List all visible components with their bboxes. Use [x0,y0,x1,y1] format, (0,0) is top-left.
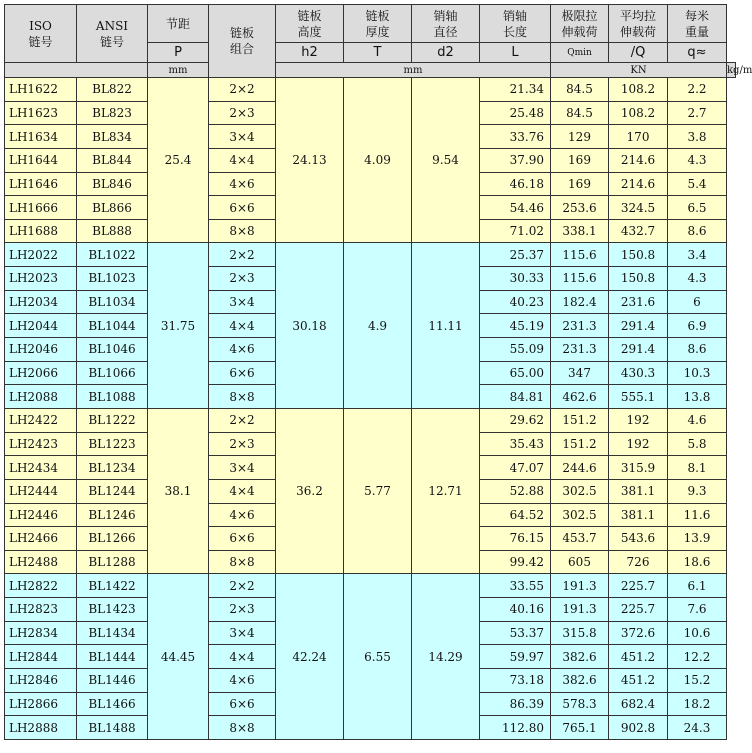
ansi-code-cell: BL888 [77,219,148,243]
iso-code-cell: LH2488 [5,550,77,574]
plate-thickness-cell: 4.09 [344,78,412,243]
ansi-code-cell: BL834 [77,125,148,149]
plate-height-cell: 36.2 [276,408,344,573]
plate-combo-cell: 2×3 [209,101,276,125]
weight-cell: 10.6 [668,621,727,645]
average-load-cell: 291.4 [609,314,668,338]
average-load-cell: 150.8 [609,243,668,267]
ultimate-load-cell: 151.2 [551,432,609,456]
plate-height-cell: 30.18 [276,243,344,408]
iso-code-cell: LH1623 [5,101,77,125]
pin-length-cell: 47.07 [480,456,551,480]
iso-code-cell: LH2822 [5,574,77,598]
ultimate-load-cell: 231.3 [551,314,609,338]
weight-cell: 5.4 [668,172,727,196]
ultimate-load-cell: 191.3 [551,574,609,598]
ultimate-load-cell: 302.5 [551,503,609,527]
iso-code-cell: LH2444 [5,479,77,503]
ultimate-load-cell: 115.6 [551,267,609,291]
header-average-load-label: 平均拉 伸载荷 [609,5,668,43]
ultimate-load-cell: 84.5 [551,101,609,125]
plate-combo-cell: 4×6 [209,669,276,693]
plate-combo-cell: 6×6 [209,527,276,551]
pin-length-cell: 112.80 [480,716,551,740]
ansi-code-cell: BL1234 [77,456,148,480]
iso-code-cell: LH1688 [5,219,77,243]
pin-length-cell: 45.19 [480,314,551,338]
iso-code-cell: LH1644 [5,148,77,172]
header-pin-diameter-symbol: d2 [412,43,480,63]
ansi-code-cell: BL1022 [77,243,148,267]
weight-cell: 11.6 [668,503,727,527]
ultimate-load-cell: 382.6 [551,669,609,693]
ansi-code-cell: BL822 [77,78,148,102]
iso-code-cell: LH2022 [5,243,77,267]
average-load-cell: 315.9 [609,456,668,480]
plate-combo-cell: 2×3 [209,432,276,456]
weight-cell: 13.9 [668,527,727,551]
header-pin-length-symbol: L [480,43,551,63]
weight-cell: 4.3 [668,267,727,291]
header-thickness-label: 链板 厚度 [344,5,412,43]
ultimate-load-cell: 605 [551,550,609,574]
plate-combo-cell: 6×6 [209,361,276,385]
plate-combo-cell: 4×4 [209,645,276,669]
weight-cell: 7.6 [668,598,727,622]
ansi-code-cell: BL866 [77,196,148,220]
weight-cell: 8.6 [668,338,727,362]
ansi-code-cell: BL823 [77,101,148,125]
chain-group [5,408,736,573]
iso-code-cell: LH2088 [5,385,77,409]
plate-combo-cell: 3×4 [209,621,276,645]
iso-code-cell: LH2846 [5,669,77,693]
ansi-code-cell: BL1088 [77,385,148,409]
average-load-cell: 451.2 [609,669,668,693]
ansi-code-cell: BL1422 [77,574,148,598]
plate-combo-cell: 4×4 [209,479,276,503]
iso-code-cell: LH2844 [5,645,77,669]
plate-combo-cell: 4×6 [209,172,276,196]
ansi-code-cell: BL1488 [77,716,148,740]
plate-combo-cell: 4×6 [209,503,276,527]
plate-combo-cell: 8×8 [209,550,276,574]
ansi-code-cell: BL1222 [77,408,148,432]
pin-length-cell: 29.62 [480,408,551,432]
pin-length-cell: 84.81 [480,385,551,409]
ansi-code-cell: BL1023 [77,267,148,291]
ansi-code-cell: BL1046 [77,338,148,362]
header-average-load-symbol: /Q [609,43,668,63]
header-iso: ISO 链号 [5,5,77,63]
pitch-cell: 25.4 [148,78,209,243]
average-load-cell: 170 [609,125,668,149]
pin-diameter-cell: 9.54 [412,78,480,243]
chain-spec-table [4,4,752,740]
average-load-cell: 555.1 [609,385,668,409]
header-ultimate-load-label: 极限拉 伸载荷 [551,5,609,43]
weight-cell: 24.3 [668,716,727,740]
pin-length-cell: 46.18 [480,172,551,196]
plate-height-cell: 42.24 [276,574,344,739]
pin-diameter-cell: 12.71 [412,408,480,573]
weight-cell: 18.6 [668,550,727,574]
weight-cell: 13.8 [668,385,727,409]
header-thickness-symbol: T [344,43,412,63]
average-load-cell: 108.2 [609,101,668,125]
iso-code-cell: LH2446 [5,503,77,527]
plate-combo-cell: 8×8 [209,385,276,409]
weight-cell: 10.3 [668,361,727,385]
table-row [5,408,736,432]
plate-combo-cell: 2×2 [209,408,276,432]
weight-cell: 6.5 [668,196,727,220]
ansi-code-cell: BL1034 [77,290,148,314]
ansi-code-cell: BL844 [77,148,148,172]
average-load-cell: 150.8 [609,267,668,291]
pin-length-cell: 21.34 [480,78,551,102]
average-load-cell: 324.5 [609,196,668,220]
ansi-code-cell: BL1444 [77,645,148,669]
header-pin-length-label: 销轴 长度 [480,5,551,43]
plate-combo-cell: 2×2 [209,574,276,598]
header-weight-label: 每米 重量 [668,5,727,43]
pin-length-cell: 99.42 [480,550,551,574]
ultimate-load-cell: 84.5 [551,78,609,102]
average-load-cell: 430.3 [609,361,668,385]
ultimate-load-cell: 169 [551,148,609,172]
iso-code-cell: LH1634 [5,125,77,149]
pin-diameter-cell: 11.11 [412,243,480,408]
header-unit-kgm: kg/m [727,64,752,76]
ansi-code-cell: BL1466 [77,692,148,716]
pitch-cell: 44.45 [148,574,209,739]
pitch-cell: 31.75 [148,243,209,408]
pin-length-cell: 33.55 [480,574,551,598]
iso-code-cell: LH2034 [5,290,77,314]
header-unit-kn: KN [551,63,727,78]
plate-combo-cell: 2×3 [209,598,276,622]
weight-cell: 15.2 [668,669,727,693]
ultimate-load-cell: 347 [551,361,609,385]
iso-code-cell: LH1646 [5,172,77,196]
pin-length-cell: 53.37 [480,621,551,645]
ansi-code-cell: BL1266 [77,527,148,551]
ultimate-load-cell: 462.6 [551,385,609,409]
pin-length-cell: 33.76 [480,125,551,149]
plate-combo-cell: 2×2 [209,78,276,102]
header-unit-mm: mm [276,63,551,78]
weight-cell: 8.1 [668,456,727,480]
average-load-cell: 214.6 [609,148,668,172]
iso-code-cell: LH2434 [5,456,77,480]
plate-thickness-cell: 6.55 [344,574,412,739]
ultimate-load-cell: 151.2 [551,408,609,432]
weight-cell: 18.2 [668,692,727,716]
pin-length-cell: 65.00 [480,361,551,385]
pin-length-cell: 59.97 [480,645,551,669]
chain-group [5,574,736,739]
ultimate-load-cell: 253.6 [551,196,609,220]
ultimate-load-cell: 453.7 [551,527,609,551]
average-load-cell: 192 [609,408,668,432]
plate-combo-cell: 4×4 [209,314,276,338]
ansi-code-cell: BL1423 [77,598,148,622]
iso-code-cell: LH2423 [5,432,77,456]
header-pitch-label: 节距 [148,5,209,43]
ultimate-load-cell: 315.8 [551,621,609,645]
ansi-code-cell: BL1044 [77,314,148,338]
plate-combo-cell: 2×2 [209,243,276,267]
weight-cell: 9.3 [668,479,727,503]
ultimate-load-cell: 765.1 [551,716,609,740]
average-load-cell: 381.1 [609,479,668,503]
weight-cell: 4.6 [668,408,727,432]
average-load-cell: 682.4 [609,692,668,716]
header-height-symbol: h2 [276,43,344,63]
average-load-cell: 225.7 [609,598,668,622]
table-row [5,574,736,598]
ansi-code-cell: BL1446 [77,669,148,693]
ansi-code-cell: BL1434 [77,621,148,645]
ultimate-load-cell: 231.3 [551,338,609,362]
header-ansi: ANSI 链号 [77,5,148,63]
plate-combo-cell: 2×3 [209,267,276,291]
header-unit-pitch: mm [148,63,209,78]
pin-length-cell: 64.52 [480,503,551,527]
pin-length-cell: 71.02 [480,219,551,243]
plate-combo-cell: 3×4 [209,290,276,314]
iso-code-cell: LH2046 [5,338,77,362]
plate-height-cell: 24.13 [276,78,344,243]
pin-length-cell: 54.46 [480,196,551,220]
pin-length-cell: 37.90 [480,148,551,172]
average-load-cell: 291.4 [609,338,668,362]
iso-code-cell: LH1666 [5,196,77,220]
weight-cell: 2.2 [668,78,727,102]
iso-code-cell: LH2023 [5,267,77,291]
ansi-code-cell: BL846 [77,172,148,196]
pin-length-cell: 25.37 [480,243,551,267]
average-load-cell: 902.8 [609,716,668,740]
average-load-cell: 108.2 [609,78,668,102]
table-row [5,78,736,102]
pin-length-cell: 55.09 [480,338,551,362]
ultimate-load-cell: 115.6 [551,243,609,267]
table-header [5,5,752,78]
pin-length-cell: 52.88 [480,479,551,503]
ultimate-load-cell: 169 [551,172,609,196]
weight-cell: 3.4 [668,243,727,267]
iso-code-cell: LH2066 [5,361,77,385]
ansi-code-cell: BL1244 [77,479,148,503]
ultimate-load-cell: 191.3 [551,598,609,622]
ansi-code-cell: BL1246 [77,503,148,527]
ultimate-load-cell: 382.6 [551,645,609,669]
ultimate-load-cell: 182.4 [551,290,609,314]
average-load-cell: 214.6 [609,172,668,196]
header-height-label: 链板 高度 [276,5,344,43]
plate-combo-cell: 8×8 [209,219,276,243]
ultimate-load-cell: 578.3 [551,692,609,716]
header-ultimate-load-symbol: Qmin [551,43,609,63]
plate-combo-cell: 8×8 [209,716,276,740]
ansi-code-cell: BL1288 [77,550,148,574]
iso-code-cell: LH2823 [5,598,77,622]
ultimate-load-cell: 302.5 [551,479,609,503]
header-pitch-symbol: P [148,43,209,63]
weight-cell: 6.1 [668,574,727,598]
average-load-cell: 726 [609,550,668,574]
chain-group [5,243,736,408]
pin-length-cell: 73.18 [480,669,551,693]
plate-combo-cell: 4×6 [209,338,276,362]
chain-group [5,78,736,243]
header-weight-symbol: q≈ [668,43,727,63]
pin-length-cell: 25.48 [480,101,551,125]
ultimate-load-cell: 129 [551,125,609,149]
average-load-cell: 381.1 [609,503,668,527]
plate-combo-cell: 3×4 [209,125,276,149]
weight-cell: 6.9 [668,314,727,338]
pin-length-cell: 86.39 [480,692,551,716]
plate-combo-cell: 6×6 [209,692,276,716]
pin-length-cell: 40.16 [480,598,551,622]
table-row [5,243,736,267]
average-load-cell: 225.7 [609,574,668,598]
pitch-cell: 38.1 [148,408,209,573]
pin-length-cell: 76.15 [480,527,551,551]
ansi-code-cell: BL1223 [77,432,148,456]
ultimate-load-cell: 338.1 [551,219,609,243]
weight-cell: 3.8 [668,125,727,149]
average-load-cell: 432.7 [609,219,668,243]
plate-thickness-cell: 5.77 [344,408,412,573]
weight-cell: 6 [668,290,727,314]
weight-cell: 8.6 [668,219,727,243]
average-load-cell: 231.6 [609,290,668,314]
header-unit-blank [5,63,148,78]
weight-cell: 12.2 [668,645,727,669]
pin-length-cell: 40.23 [480,290,551,314]
iso-code-cell: LH2466 [5,527,77,551]
iso-code-cell: LH2044 [5,314,77,338]
iso-code-cell: LH1622 [5,78,77,102]
plate-combo-cell: 6×6 [209,196,276,220]
weight-cell: 4.3 [668,148,727,172]
weight-cell: 5.8 [668,432,727,456]
weight-cell: 2.7 [668,101,727,125]
iso-code-cell: LH2866 [5,692,77,716]
iso-code-cell: LH2422 [5,408,77,432]
plate-thickness-cell: 4.9 [344,243,412,408]
header-pin-diameter-label: 销轴 直径 [412,5,480,43]
average-load-cell: 543.6 [609,527,668,551]
pin-length-cell: 35.43 [480,432,551,456]
pin-length-cell: 30.33 [480,267,551,291]
iso-code-cell: LH2834 [5,621,77,645]
ansi-code-cell: BL1066 [77,361,148,385]
plate-combo-cell: 3×4 [209,456,276,480]
ultimate-load-cell: 244.6 [551,456,609,480]
header-combo: 链板 组合 [209,5,276,78]
plate-combo-cell: 4×4 [209,148,276,172]
average-load-cell: 451.2 [609,645,668,669]
average-load-cell: 372.6 [609,621,668,645]
iso-code-cell: LH2888 [5,716,77,740]
average-load-cell: 192 [609,432,668,456]
pin-diameter-cell: 14.29 [412,574,480,739]
